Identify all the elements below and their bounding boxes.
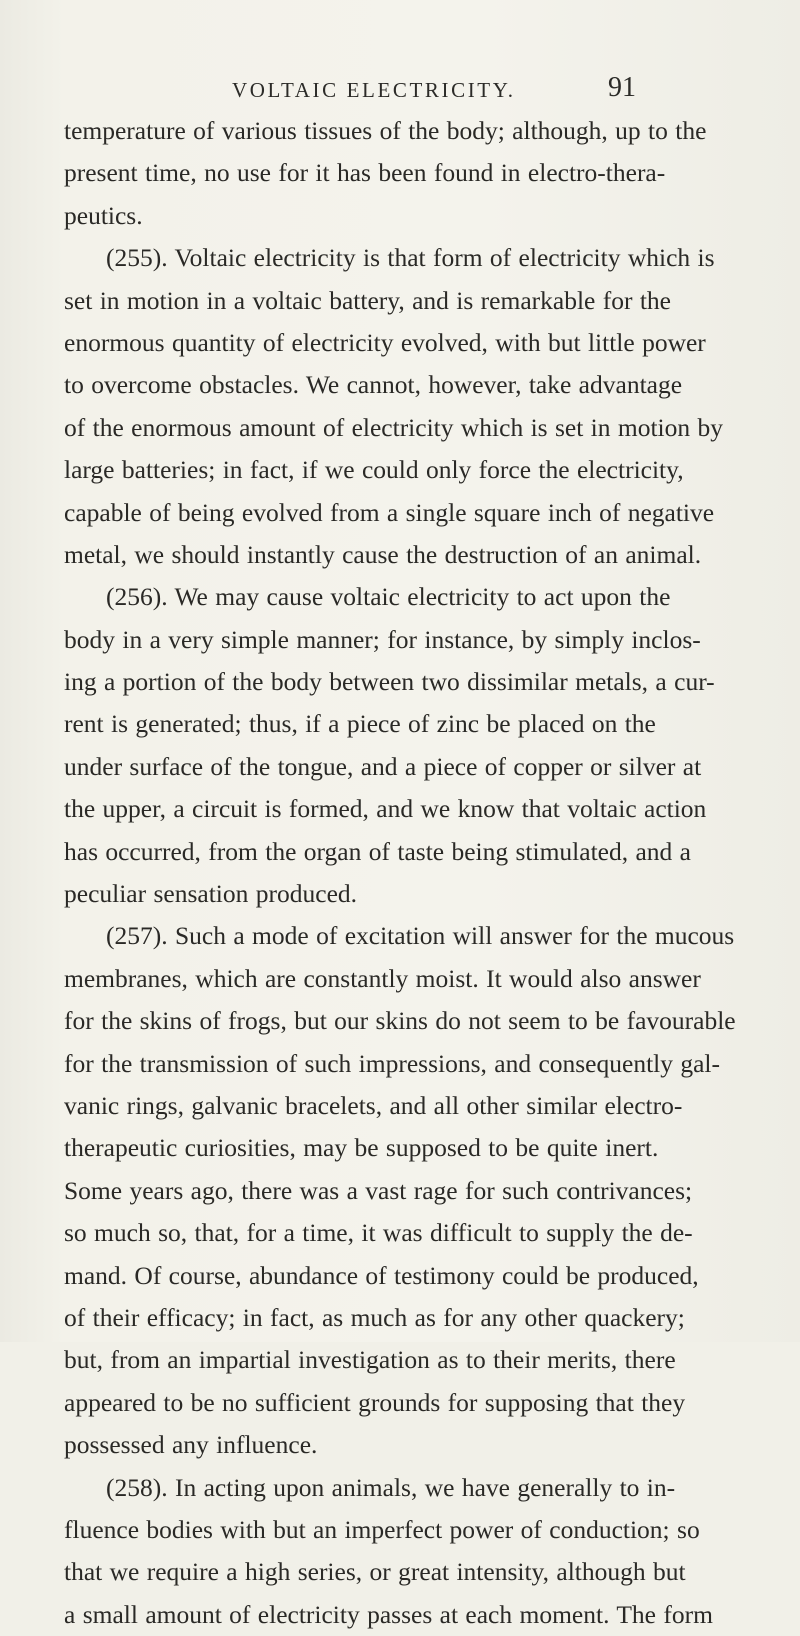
text-line: vanic rings, galvanic bracelets, and all other similar electro- <box>64 1090 683 1120</box>
text-line: fluence bodies with but an imperfect power of conduction; so <box>64 1514 700 1544</box>
text-line: peculiar sensation produced. <box>64 879 358 909</box>
text-line: of the enormous amount of electricity which is set in motion by <box>64 412 723 442</box>
text-line: rent is generated; thus, if a piece of zinc be placed on the <box>64 709 656 739</box>
page-number: 91 <box>608 72 636 103</box>
text-line: metal, we should instantly cause the destruction of an animal. <box>64 539 702 569</box>
text-line: to overcome obstacles. We cannot, however, take advantage <box>64 370 683 400</box>
text-line: enormous quantity of electricity evolved, with but little power <box>64 327 706 357</box>
text-line: set in motion in a voltaic battery, and is remarkable for the <box>64 285 671 315</box>
running-head <box>0 72 800 108</box>
paragraph-start-258: (258). In acting upon animals, we have generally to in- <box>106 1472 676 1502</box>
text-line: body in a very simple manner; for instance, by simply inclos- <box>64 624 701 654</box>
text-line: so much so, that, for a time, it was difficult to supply the de- <box>64 1218 693 1248</box>
text-line: for the transmission of such impressions, and consequently gal- <box>64 1048 721 1078</box>
text-line: for the skins of frogs, but our skins do not seem to be favourable <box>64 1006 736 1036</box>
text-line: that we require a high series, or great intensity, although but <box>64 1557 686 1587</box>
text-line: possessed any influence. <box>64 1430 318 1460</box>
text-line: peutics. <box>64 200 143 230</box>
text-line: the upper, a circuit is formed, and we know that voltaic action <box>64 794 707 824</box>
text-line: mand. Of course, abundance of testimony could be produced, <box>64 1260 699 1290</box>
text-line: capable of being evolved from a single square inch of negative <box>64 497 715 527</box>
text-line: of their efficacy; in fact, as much as for any other quackery; <box>64 1302 685 1332</box>
text-line: Some years ago, there was a vast rage for such contrivances; <box>64 1175 693 1205</box>
text-line: appeared to be no sufficient grounds for supposing that they <box>64 1387 686 1417</box>
text-line: a small amount of electricity passes at each moment. The form <box>64 1599 713 1629</box>
text-line: membranes, which are constantly moist. It would also answer <box>64 963 701 993</box>
text-line: has occurred, from the organ of taste being stimulated, and a <box>64 836 691 866</box>
paragraph-start-256: (256). We may cause voltaic electricity to act upon the <box>106 582 671 612</box>
text-line: large batteries; in fact, if we could only force the electricity, <box>64 455 684 485</box>
text-line: but, from an impartial investigation as to their merits, there <box>64 1345 676 1375</box>
text-line: under surface of the tongue, and a piece of copper or silver at <box>64 751 702 781</box>
text-line: therapeutic curiosities, may be supposed to be quite inert. <box>64 1133 659 1163</box>
text-line: ing a portion of the body between two dissimilar metals, a cur- <box>64 667 715 697</box>
text-line: present time, no use for it has been found in electro-thera- <box>64 158 666 188</box>
paragraph-start-255: (255). Voltaic electricity is that form of electricity which is <box>106 243 715 273</box>
body-text <box>64 110 736 1636</box>
text-line: temperature of various tissues of the body; although, up to the <box>64 116 707 145</box>
running-title: VOLTAIC ELECTRICITY. <box>232 78 516 102</box>
paragraph-start-257: (257). Such a mode of excitation will answer for the mucous <box>106 921 735 951</box>
